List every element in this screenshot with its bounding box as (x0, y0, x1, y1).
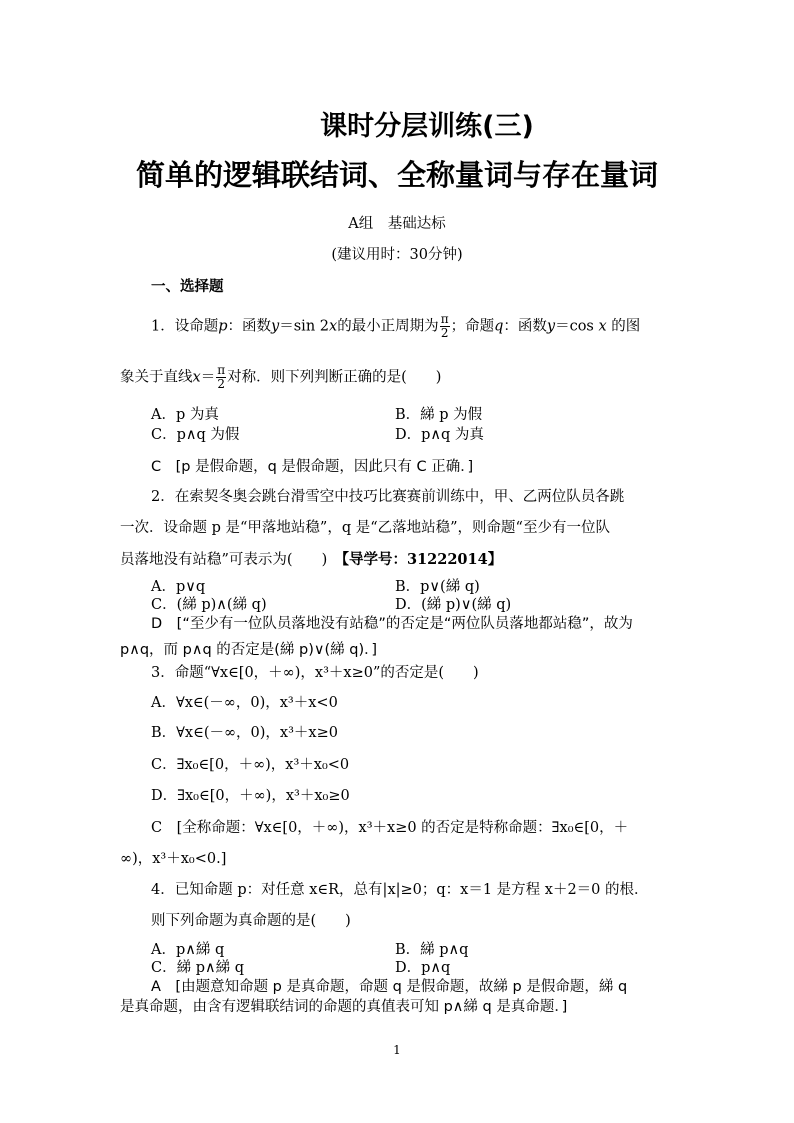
q2-stem-line1: 2．在索契冬奥会跳台滑雪空中技巧比赛赛前训练中，甲、乙两位队员各跳 (151, 489, 625, 505)
q1-option-c: C．p∧q 为假 (151, 427, 240, 443)
q1-option-b: B．綈 p 为假 (395, 407, 483, 423)
q3-answer-line2: ∞)，x³＋x₀<0.] (120, 851, 227, 867)
time-note: (建议用时：30分钟) (331, 247, 463, 263)
q2-stem-line3: 员落地没有站稳”可表示为( ) 【导学号：31222014】 (120, 551, 503, 568)
page-number: 1 (393, 1043, 401, 1057)
q2-option-c: C．(綈 p)∧(綈 q) (151, 597, 267, 613)
q2-option-b: B．p∨(綈 q) (395, 579, 480, 595)
guide-number: 【导学号：31222014】 (341, 551, 503, 568)
q3-answer-line1: C [全称命题：∀x∈[0，＋∞)，x³＋x≥0 的否定是特称命题：∃x₀∈[0，＋ (151, 820, 629, 836)
page-title: 课时分层训练(三) (320, 111, 534, 142)
q1-answer: C [p 是假命题，q 是假命题，因此只有 C 正确．] (151, 459, 474, 475)
q2-answer-line2: p∧q，而 p∧q 的否定是(綈 p)∨(綈 q)．] (120, 642, 378, 658)
q1-stem-line2: 象关于直线x＝ $\frac{\pi}{2}$ 对称．则下列判断正确的是( ) (120, 363, 442, 391)
q1-option-a: A．p 为真 (151, 407, 219, 423)
pi-over-2-fraction: $\frac{\pi}{2}$ (440, 312, 449, 340)
q4-stem-line1: 4．已知命题 p：对任意 x∈R，总有|x|≥0；q：x＝1 是方程 x＋2＝0 的根． (151, 882, 649, 898)
pi-over-2-fraction-2: $\frac{\pi}{2}$ (217, 363, 226, 391)
q2-option-a: A．p∨q (151, 579, 206, 595)
page-subtitle: 简单的逻辑联结词、全称量词与存在量词 (135, 158, 658, 192)
q4-option-b: B．綈 p∧q (395, 942, 469, 958)
q4-option-c: C．綈 p∧綈 q (151, 960, 244, 976)
q3-option-c: C．∃x₀∈[0，＋∞)，x³＋x₀<0 (151, 757, 350, 773)
q3-option-b: B．∀x∈(－∞，0)，x³＋x≥0 (151, 725, 338, 741)
q4-option-d: D．p∧q (395, 960, 451, 976)
q2-stem-line2: 一次．设命题 p 是“甲落地站稳”，q 是“乙落地站稳”，则命题“至少有一位队 (120, 520, 610, 536)
q3-option-d: D．∃x₀∈[0，＋∞)，x³＋x₀≥0 (151, 788, 350, 804)
q1-option-d: D．p∧q 为真 (395, 427, 484, 443)
q4-answer-line2: 是真命题，由含有逻辑联结词的命题的真值表可知 p∧綈 q 是真命题．] (120, 999, 568, 1015)
section-heading: 一、选择题 (151, 279, 224, 295)
q3-option-a: A．∀x∈(－∞，0)，x³＋x<0 (151, 695, 338, 711)
q3-stem: 3．命题“∀x∈[0，＋∞)，x³＋x≥0”的否定是( ) (151, 665, 479, 681)
q2-option-d: D．(綈 p)∨(綈 q) (395, 597, 512, 613)
q2-answer-line1: D [“至少有一位队员落地没有站稳”的否定是“两位队员落地都站稳”，故为 (151, 616, 633, 632)
q4-option-a: A．p∧綈 q (151, 942, 225, 958)
q1-stem-line1: 1．设命题p：函数y＝sin 2x的最小正周期为 $\frac{\pi}{2}$ ；命题q：函数y＝cos x 的图 (151, 312, 641, 340)
q4-answer-line1: A [由题意知命题 p 是真命题，命题 q 是假命题，故綈 p 是假命题，綈 q (151, 979, 628, 995)
group-label: A组 基础达标 (348, 216, 446, 232)
q4-stem-line2: 则下列命题为真命题的是( ) (151, 913, 351, 929)
